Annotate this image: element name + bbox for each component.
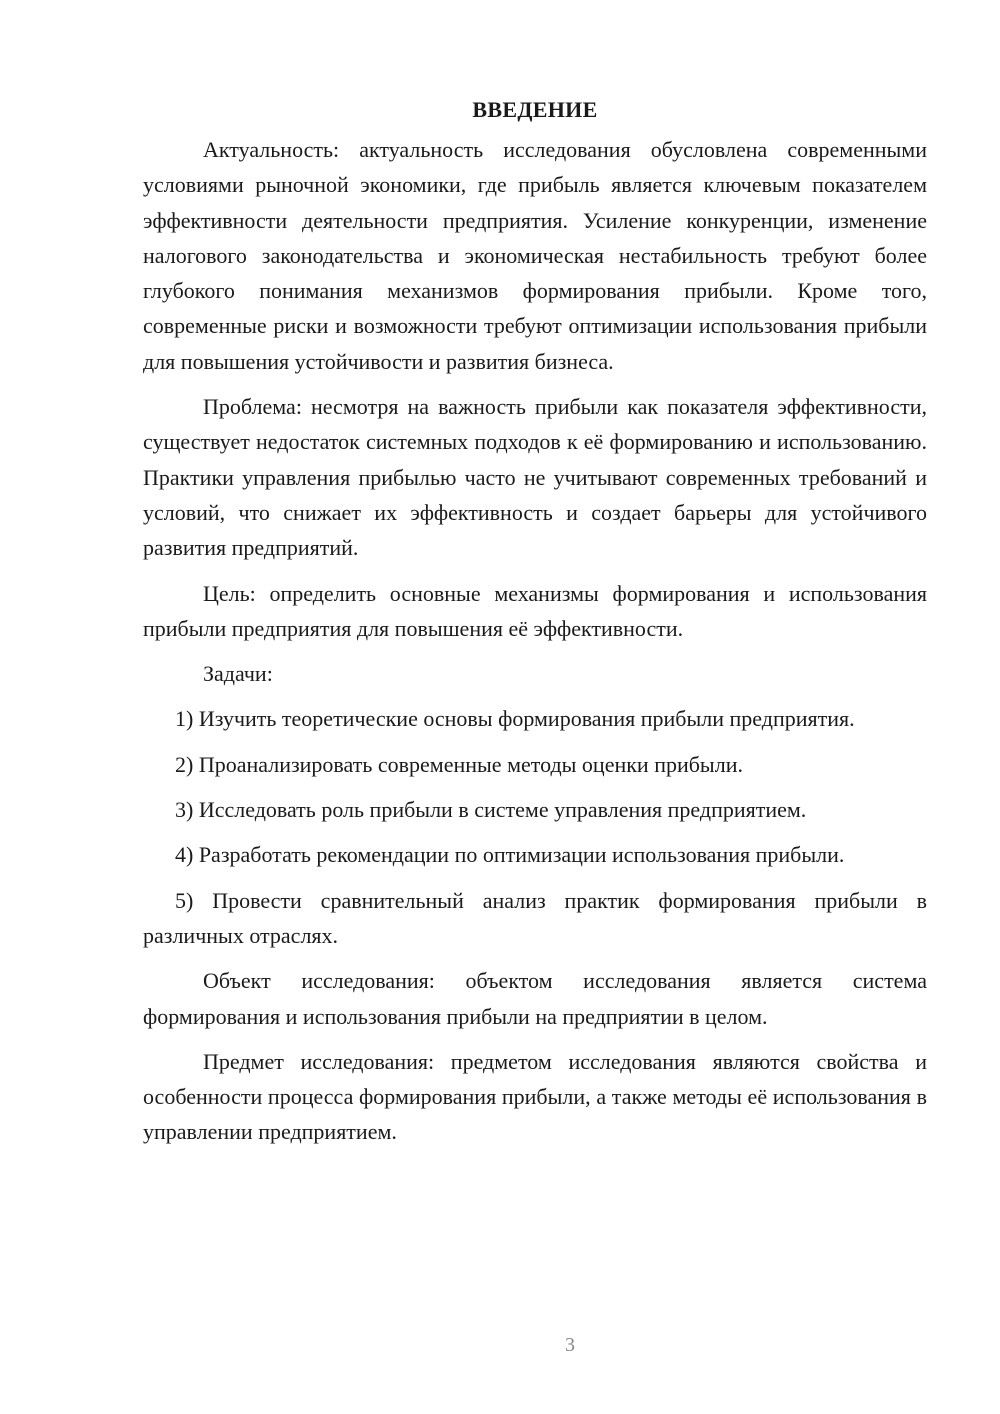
task-item-5: 5) Провести сравнительный анализ практик формирования прибыли в различных отраслях. (143, 887, 927, 948)
page-content (143, 92, 927, 1160)
task-item-1: 1) Изучить теоретические основы формирования прибыли предприятия. (175, 706, 855, 732)
section-title: ВВЕДЕНИЕ (472, 97, 598, 122)
paragraph-problem: Проблема: несмотря на важность прибыли как показателя эффективности, существует недостаток системных подходов к её формированию и использованию. Практики управления прибылью часто не учитывают современных требований и условий, что снижает их эффективность и создает барьеры для устойчивого развития предприятий. (143, 394, 927, 561)
task-item-2: 2) Проанализировать современные методы оценки прибыли. (175, 751, 743, 777)
task-item-4: 4) Разработать рекомендации по оптимизации использования прибыли. (175, 842, 845, 868)
paragraph-subject: Предмет исследования: предметом исследования являются свойства и особенности процесса формирования прибыли, а также методы её использования в управлении предприятием. (143, 1048, 927, 1145)
paragraph-object: Объект исследования: объектом исследования является система формирования и использования прибыли на предприятии в целом. (143, 968, 927, 1029)
paragraph-relevance: Актуальность: актуальность исследования обусловлена современными условиями рыночной экономики, где прибыль является ключевым показателем эффективности деятельности предприятия. Усиление конкуренции, изменение налогового законодательства и экономическая нестабильность требуют более глубокого понимания механизмов формирования прибыли. Кроме того, современные риски и возможности требуют оптимизации использования прибыли для повышения устойчивости и развития бизнеса. (143, 137, 927, 374)
page-number: 3 (565, 1334, 575, 1356)
tasks-heading: Задачи: (203, 661, 273, 687)
task-item-3: 3) Исследовать роль прибыли в системе управления предприятием. (175, 797, 807, 823)
paragraph-goal: Цель: определить основные механизмы формирования и использования прибыли предприятия для повышения её эффективности. (143, 580, 927, 641)
